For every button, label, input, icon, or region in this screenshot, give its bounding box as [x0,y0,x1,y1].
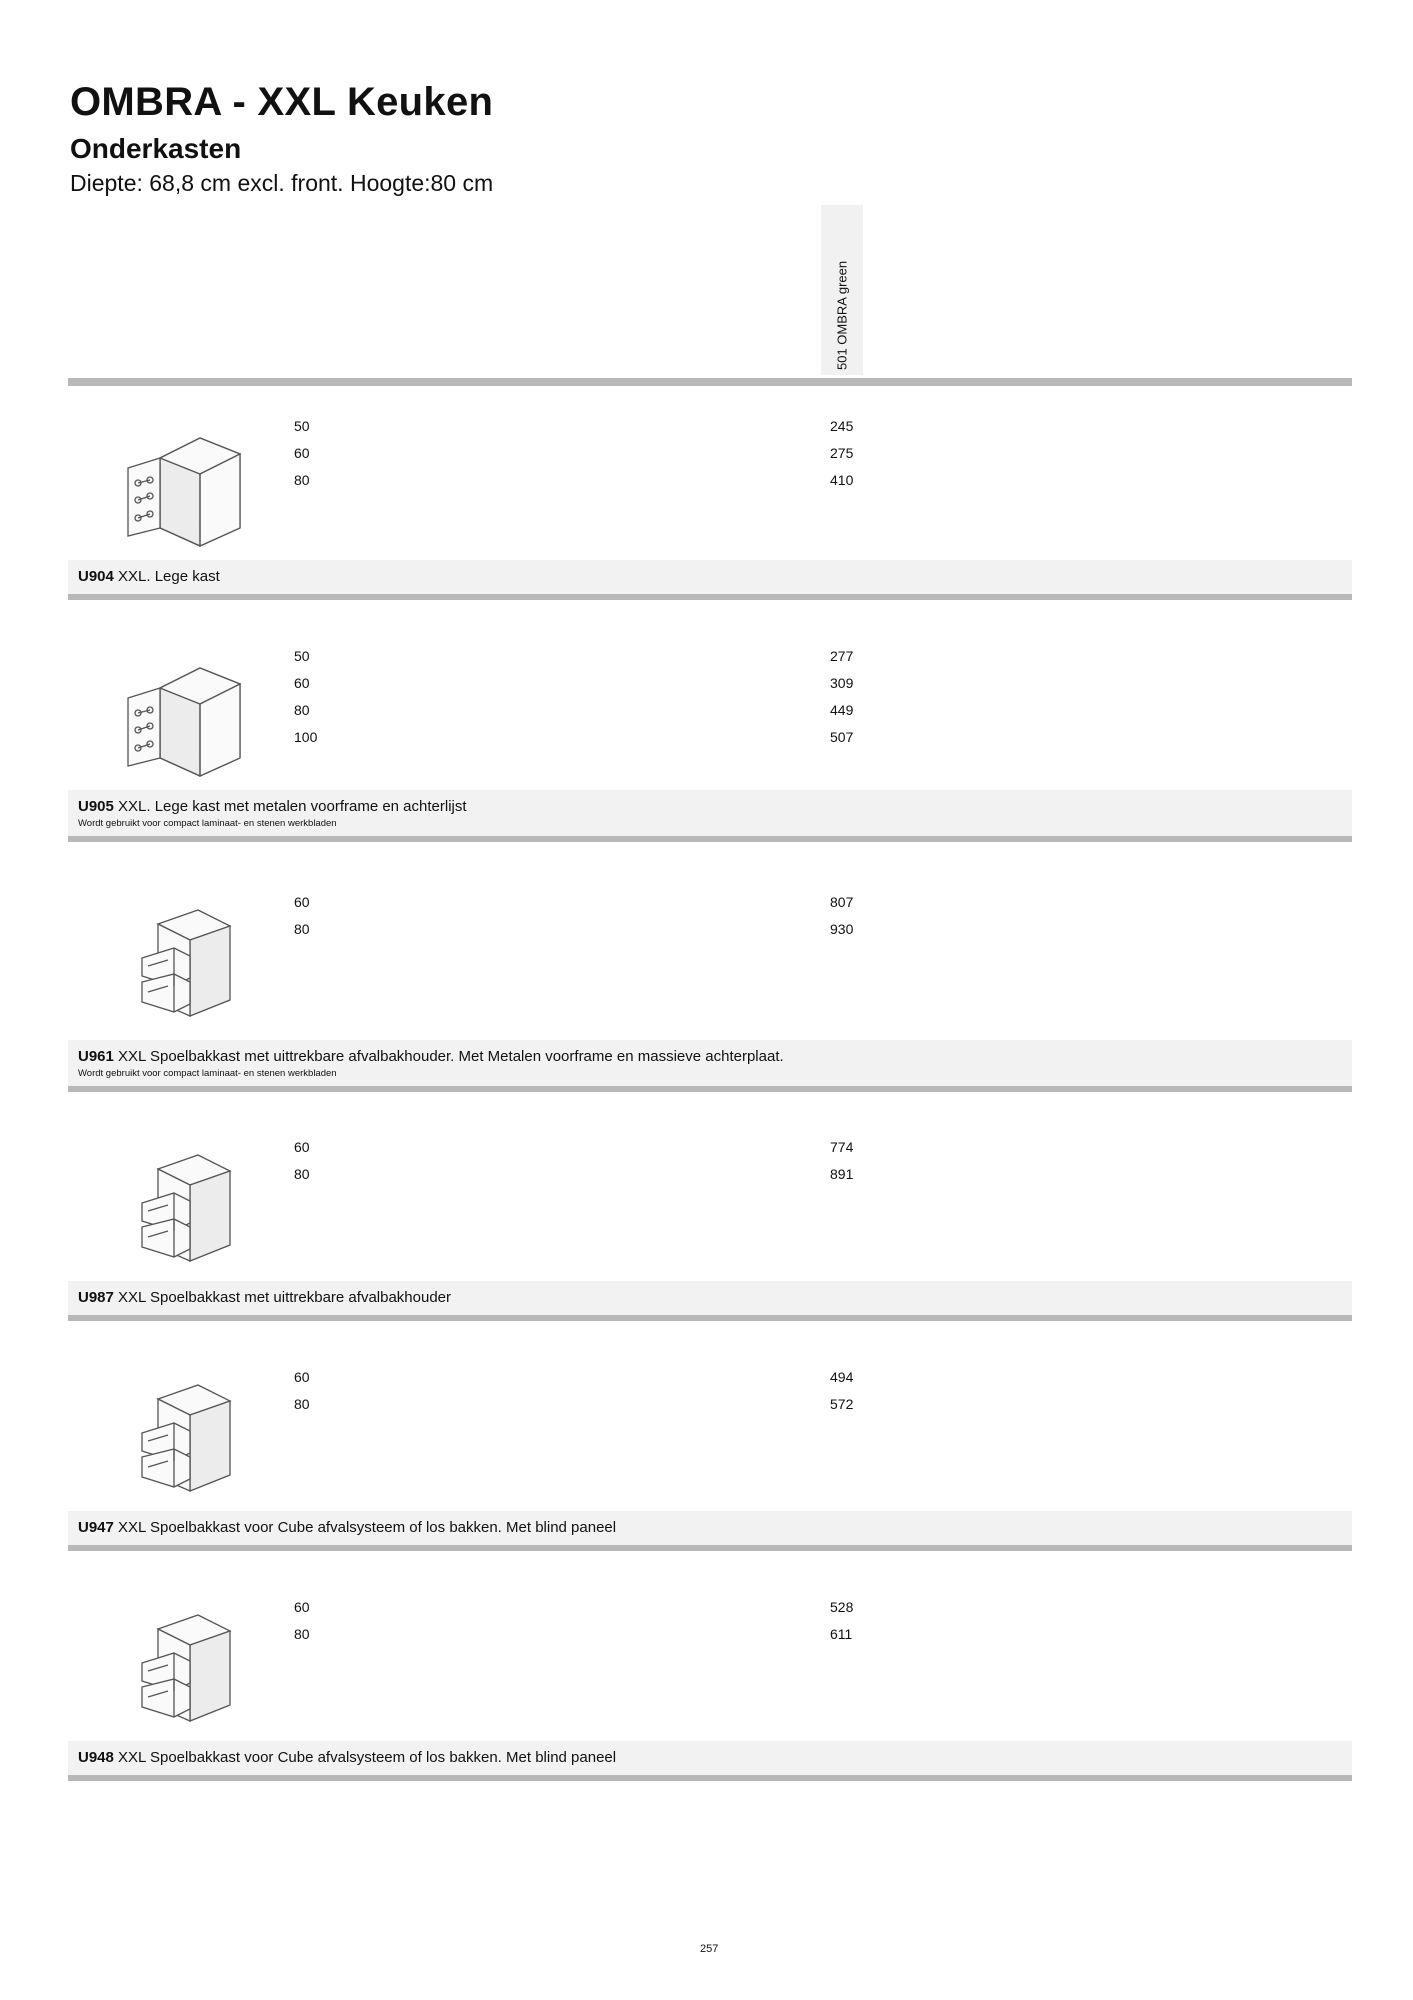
price-value: 494 [830,1369,854,1385]
product-name-bar [68,1040,1352,1086]
size-list [294,1594,374,1648]
size-value: 60 [294,1139,310,1155]
price-list [830,1364,910,1418]
product-title [78,1048,784,1065]
price-list [830,889,910,943]
size-value: 60 [294,1369,310,1385]
size-value: 80 [294,472,310,488]
product-name: XXL Spoelbakkast met uittrekbare afvalbakhouder. Met Metalen voorframe en massieve achterplaat. [118,1048,784,1065]
size-value: 60 [294,445,310,461]
size-list [294,1364,374,1418]
product-title [78,1519,616,1536]
price-value: 891 [830,1166,854,1182]
row-divider [68,1545,1352,1551]
product-name-bar [68,560,1352,594]
price-value: 807 [830,894,854,910]
empty-cabinet-open-door-icon [98,658,248,778]
size-value: 80 [294,702,310,718]
price-value: 528 [830,1599,854,1615]
product-name: XXL. Lege kast met metalen voorframe en achterlijst [118,798,467,815]
price-list [830,1594,910,1648]
row-divider [68,836,1352,842]
page-title: OMBRA - XXL Keuken [70,80,494,124]
product-name: XXL Spoelbakkast voor Cube afvalsysteem of los bakken. Met blind paneel [118,1519,617,1536]
size-value: 80 [294,1396,310,1412]
price-value: 245 [830,418,854,434]
row-divider [68,1775,1352,1781]
product-code: U947 [78,1519,114,1536]
product-name-bar [68,1741,1352,1775]
product-row-u904 [68,408,1352,600]
price-value: 275 [830,445,854,461]
price-list [830,413,910,494]
product-name-bar [68,790,1352,836]
size-list [294,1134,374,1188]
size-value: 50 [294,418,310,434]
price-list [830,643,910,751]
product-code: U987 [78,1289,114,1306]
product-code: U904 [78,568,114,585]
sink-cabinet-drawers-icon [98,904,248,1024]
size-value: 60 [294,675,310,691]
price-value: 774 [830,1139,854,1155]
sink-cabinet-drawers-icon [98,1379,248,1499]
size-value: 80 [294,1166,310,1182]
empty-cabinet-open-door-icon [98,428,248,548]
product-name-bar [68,1281,1352,1315]
size-value: 50 [294,648,310,664]
size-value: 60 [294,894,310,910]
price-value: 449 [830,702,854,718]
product-name-bar [68,1511,1352,1545]
product-code: U961 [78,1048,114,1065]
product-code: U948 [78,1749,114,1766]
header-divider [68,378,1352,386]
product-row-u948 [68,1589,1352,1781]
product-name: XXL Spoelbakkast met uittrekbare afvalbakhouder [118,1289,452,1306]
price-value: 611 [830,1626,853,1642]
product-code: U905 [78,798,114,815]
price-value: 507 [830,729,854,745]
product-row-u961 [68,884,1352,1092]
price-column-header [821,205,863,375]
price-value: 277 [830,648,854,664]
product-row-u947 [68,1359,1352,1551]
product-note: Wordt gebruikt voor compact laminaat- en stenen werkbladen [78,818,337,829]
product-title [78,1749,616,1766]
product-title [78,1289,451,1306]
size-list [294,643,374,751]
product-title [78,798,467,815]
product-title [78,568,220,585]
product-row-u905 [68,638,1352,842]
price-value: 410 [830,472,854,488]
product-row-u987 [68,1129,1352,1321]
size-list [294,889,374,943]
product-name: XXL. Lege kast [118,568,220,585]
price-value: 930 [830,921,854,937]
page-subtitle: Onderkasten [70,133,242,164]
row-divider [68,594,1352,600]
product-name: XXL Spoelbakkast voor Cube afvalsysteem of los bakken. Met blind paneel [118,1749,617,1766]
sink-cabinet-drawers-icon [98,1609,248,1729]
price-list [830,1134,910,1188]
size-value: 100 [294,729,318,745]
price-value: 309 [830,675,854,691]
row-divider [68,1086,1352,1092]
price-value: 572 [830,1396,854,1412]
size-value: 60 [294,1599,310,1615]
size-value: 80 [294,1626,310,1642]
page-number: 257 [700,1943,719,1955]
page-description: Diepte: 68,8 cm excl. front. Hoogte:80 cm [70,170,494,196]
product-note: Wordt gebruikt voor compact laminaat- en stenen werkbladen [78,1068,337,1079]
sink-cabinet-drawers-icon [98,1149,248,1269]
price-column-label: 501 OMBRA green [834,260,850,370]
row-divider [68,1315,1352,1321]
size-list [294,413,374,494]
size-value: 80 [294,921,310,937]
